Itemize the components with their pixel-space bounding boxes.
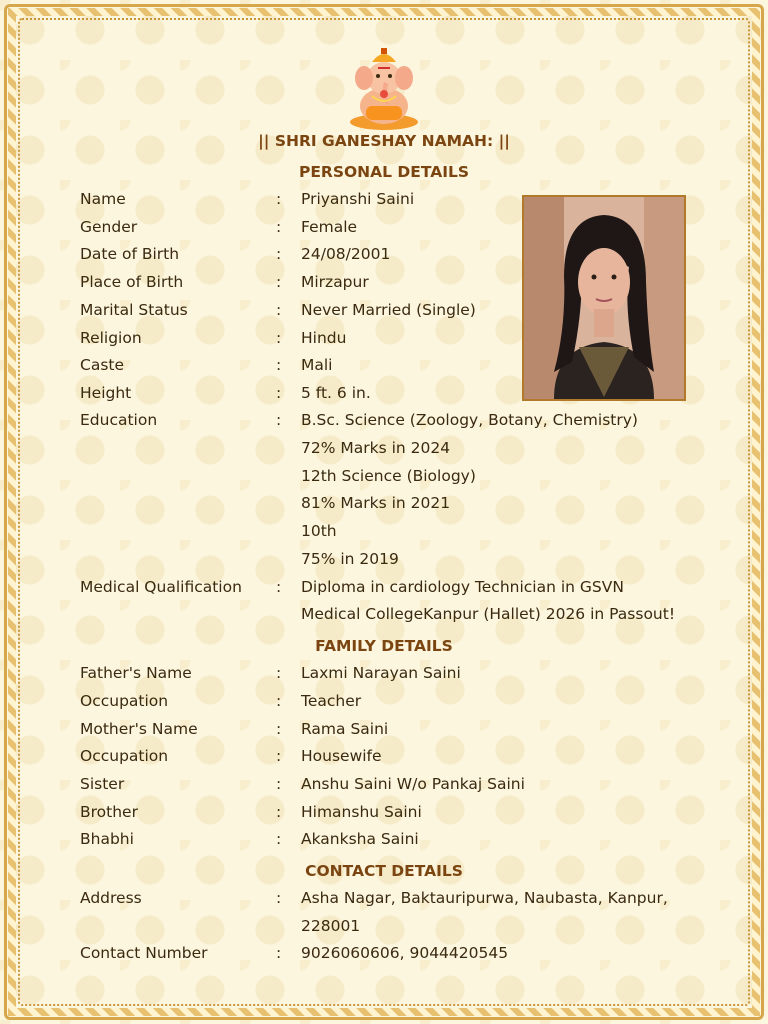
row-education-extra (80, 522, 720, 550)
label: Father's Name (80, 664, 192, 682)
value: Never Married (Single) (301, 301, 476, 319)
value: Diploma in cardiology Technician in GSVN (301, 578, 624, 596)
mantra-heading: || SHRI GANESHAY NAMAH: || (258, 132, 510, 150)
label: Religion (80, 329, 142, 347)
separator: : (276, 329, 282, 347)
label: Medical Qualification (80, 578, 242, 596)
separator: : (276, 720, 282, 738)
value: Mali (301, 356, 333, 374)
label: Height (80, 384, 132, 402)
separator: : (276, 664, 282, 682)
row-sister (80, 775, 720, 803)
value: Asha Nagar, Baktauripurwa, Naubasta, Kanpur, (301, 889, 668, 907)
label: Bhabhi (80, 830, 134, 848)
value: B.Sc. Science (Zoology, Botany, Chemistry) (301, 411, 638, 429)
value: Laxmi Narayan Saini (301, 664, 461, 682)
section-title-family: FAMILY DETAILS (315, 637, 453, 655)
value: 72% Marks in 2024 (301, 439, 451, 457)
separator: : (276, 218, 282, 236)
separator: : (276, 273, 282, 291)
separator: : (276, 747, 282, 765)
separator: : (276, 692, 282, 710)
separator: : (276, 775, 282, 793)
row-father-occupation (80, 692, 720, 720)
separator: : (276, 889, 282, 907)
label: Address (80, 889, 142, 907)
separator: : (276, 578, 282, 596)
value: Himanshu Saini (301, 803, 422, 821)
separator: : (276, 944, 282, 962)
value: Housewife (301, 747, 382, 765)
row-education-extra (80, 550, 720, 578)
value: Akanksha Saini (301, 830, 419, 848)
label: Education (80, 411, 158, 429)
row-education-extra (80, 467, 720, 495)
profile-photo (522, 195, 686, 401)
value: 228001 (301, 917, 361, 935)
label: Occupation (80, 747, 169, 765)
row-education (80, 411, 720, 439)
separator: : (276, 411, 282, 429)
separator: : (276, 301, 282, 319)
section-title-personal: PERSONAL DETAILS (298, 163, 470, 181)
row-bhabhi (80, 830, 720, 858)
separator: : (276, 384, 282, 402)
label: Contact Number (80, 944, 208, 962)
separator: : (276, 803, 282, 821)
label: Occupation (80, 692, 169, 710)
value: 12th Science (Biology) (301, 467, 476, 485)
label: Sister (80, 775, 125, 793)
value: 24/08/2001 (301, 245, 391, 263)
label: Marital Status (80, 301, 188, 319)
row-brother (80, 803, 720, 831)
separator: : (276, 245, 282, 263)
value: Rama Saini (301, 720, 389, 738)
row-education-extra (80, 439, 720, 467)
separator: : (276, 830, 282, 848)
value: Teacher (301, 692, 362, 710)
value: Priyanshi Saini (301, 190, 415, 208)
value: 81% Marks in 2021 (301, 494, 451, 512)
label: Mother's Name (80, 720, 198, 738)
row-father-name (80, 664, 720, 692)
value: Female (301, 218, 358, 236)
value: Hindu (301, 329, 347, 347)
value: Mirzapur (301, 273, 369, 291)
row-medical-qualification (80, 578, 720, 606)
row-mother-occupation (80, 747, 720, 775)
value: 9026060606, 9044420545 (301, 944, 509, 962)
separator: : (276, 190, 282, 208)
label: Name (80, 190, 126, 208)
row-address-cont (80, 917, 720, 945)
row-mother-name (80, 720, 720, 748)
value: 10th (301, 522, 337, 540)
value: Medical CollegeKanpur (Hallet) 2026 in Passout! (301, 605, 676, 623)
separator: : (276, 356, 282, 374)
row-medical-qualification-cont (80, 605, 720, 633)
value: 75% in 2019 (301, 550, 399, 568)
row-address (80, 889, 720, 917)
ganesha-icon (346, 44, 422, 130)
label: Date of Birth (80, 245, 180, 263)
label: Brother (80, 803, 138, 821)
label: Place of Birth (80, 273, 184, 291)
row-contact-number (80, 944, 720, 972)
section-title-contact: CONTACT DETAILS (305, 862, 463, 880)
row-education-extra (80, 494, 720, 522)
value: Anshu Saini W/o Pankaj Saini (301, 775, 525, 793)
value: 5 ft. 6 in. (301, 384, 371, 402)
label: Gender (80, 218, 138, 236)
profile-photo-image (524, 197, 684, 399)
label: Caste (80, 356, 125, 374)
